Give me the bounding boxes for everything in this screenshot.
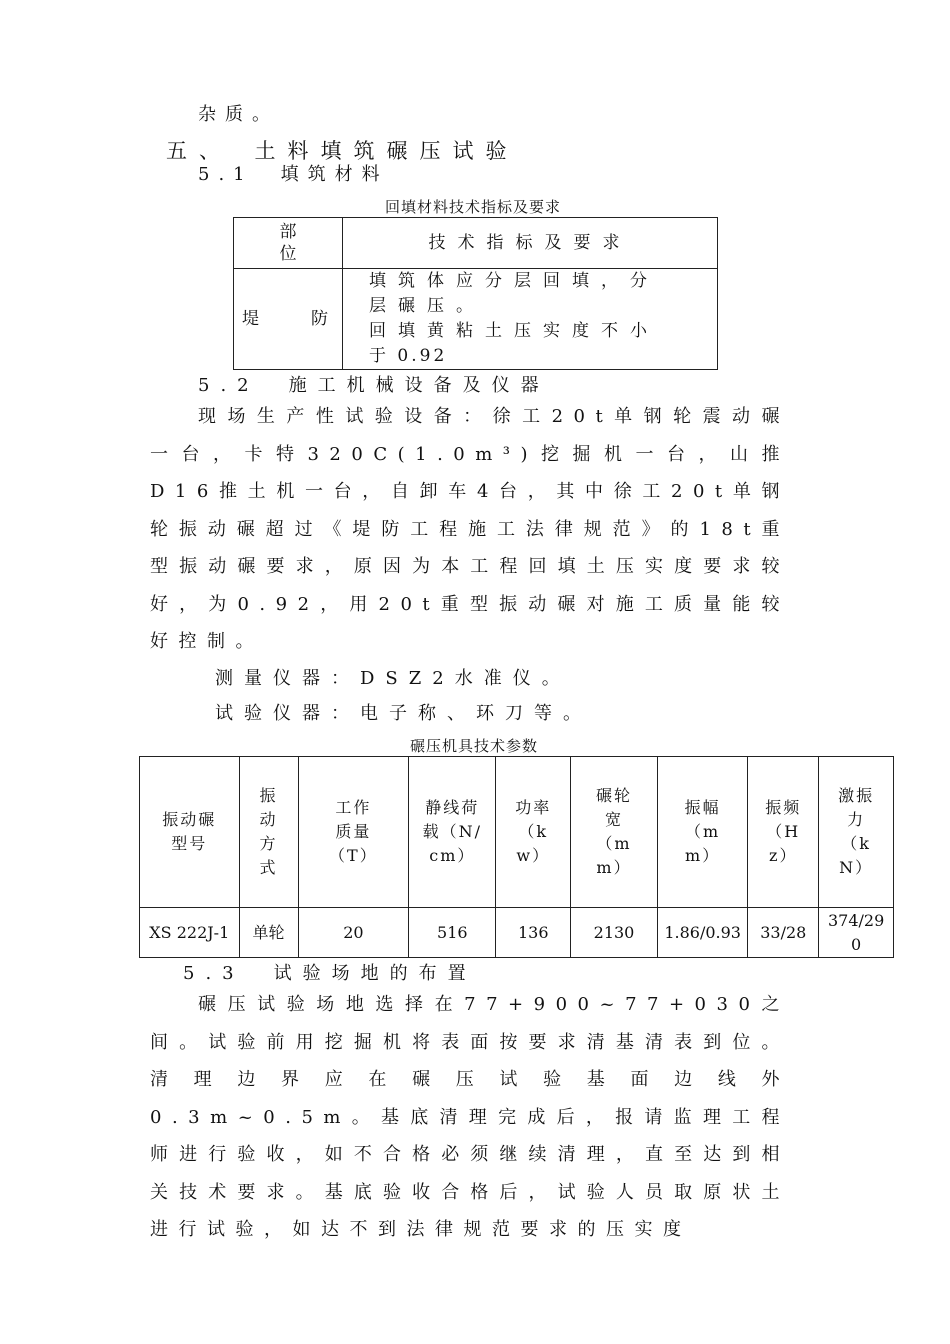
td-frequency: 33/28 [748,908,819,958]
th-amplitude: 振幅（mm） [658,757,748,908]
th-force: 激振力（kN） [819,757,894,908]
site-paragraph: 碾压试验场地选择在77+900~77+030之间。试验前用挖掘机将表面按要求清基清表到位。清理边界应在碾压试验基面边线外0.3m~0.5m。基底清理完成后，报请监理工程师进行验收，如不合格必须继续清理，直至达到相关技术要求。基底验收合格后，试验人员取原状土进行试验，如达不到法律规范要求的压实度 [150,994,790,1240]
th-mode: 振动方式 [239,757,298,908]
td-force: 374/290 [819,908,894,958]
td-load: 516 [409,908,496,958]
th-power: 功率（kw） [496,757,571,908]
th-frequency: 振频（Hz） [748,757,819,908]
req-line-1: 填筑体应分层回填，分 [369,271,659,291]
th-mass: 工作质量（T） [298,757,409,908]
section-heading: 五、 土料填筑碾压试验 [166,139,519,163]
roller-params-table [139,756,894,958]
header-requirements: 技术指标及要求 [343,218,718,269]
th-model: 振动碾型号 [140,757,240,908]
cell-part: 堤 防 [234,269,343,370]
td-amplitude: 1.86/0.93 [658,908,748,958]
table1-caption: 回填材料技术指标及要求 [385,198,562,216]
td-mass: 20 [298,908,409,958]
td-model: XS 222J-1 [140,908,240,958]
fill-material-table [233,217,718,370]
equipment-paragraph: 现场生产性试验设备：徐工20t单钢轮震动碾一台，卡特320C(1.0m³)挖掘机一台，山推D16推土机一台，自卸车4台，其中徐工20t单钢轮振动碾超过《堤防工程施工法律规范》的18t重型振动碾要求，原因为本工程回填土压实度要求较好，为0.92，用20t重型振动碾对施工质量能较好控制。 [150,406,790,652]
td-power: 136 [496,908,571,958]
td-width: 2130 [571,908,658,958]
cell-requirements [343,269,718,370]
th-load: 静线荷载（N/cm） [409,757,496,908]
table2-caption: 碾压机具技术参数 [410,737,539,755]
subsection-5-3: 5.3 试验场地的布置 [183,963,477,984]
instrument-test: 试验仪器：电子称、环刀等。 [215,703,592,724]
req-line-2: 层碾压。 [369,296,485,316]
header-part: 部 位 [234,218,343,269]
td-mode: 单轮 [239,908,298,958]
continuation-text: 杂质。 [198,104,279,125]
subsection-5-1: 5.1 填筑材料 [198,164,389,185]
req-line-3: 回填黄粘土压实度不小 [369,321,659,341]
subsection-5-2: 5.2 施工机械设备及仪器 [198,375,550,396]
instrument-survey: 测量仪器：DSZ2水准仪。 [215,668,571,689]
th-width: 碾轮宽（mm） [571,757,658,908]
req-line-4: 于 0.92 [369,346,448,366]
